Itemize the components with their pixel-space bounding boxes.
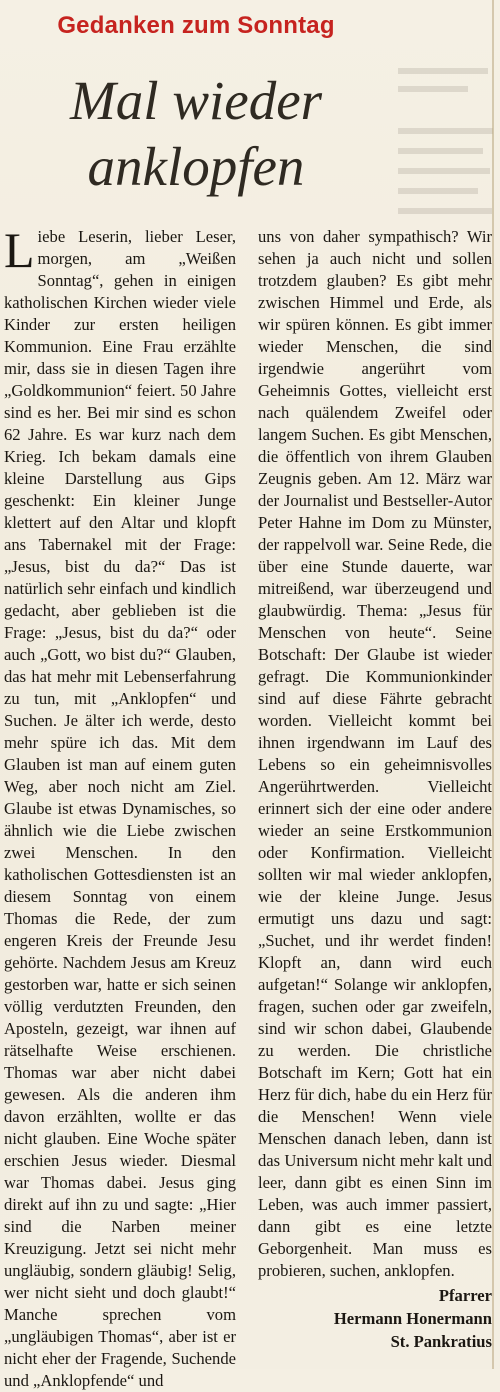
adjacent-article-fragment <box>392 8 500 238</box>
article-headline: Mal wieder anklopfen <box>69 70 323 197</box>
article-kicker: Gedanken zum Sonntag <box>57 12 335 39</box>
author-signature <box>258 1284 492 1353</box>
author-parish: St. Pankratius <box>390 1332 492 1351</box>
author-name: Hermann Honermann <box>333 1309 492 1328</box>
article-column-left <box>4 222 236 1392</box>
article-body-right: uns von daher sympathisch? Wir sehen ja auch nicht und sollen trotzdem glauben? Es gibt mehr zwischen Himmel und Erde, als wir spüren können. Es gibt immer wieder Menschen, die sind irgendwie angerührt vom Geheimnis Gottes, vielleicht erst nach quälendem Zweifel oder langem Suchen. Es gibt Menschen, die öffentlich von ihrem Glauben Zeugnis geben. Am 12. März war der Journalist und Bestseller-Autor Peter Hahne im Dom zu Münster, der rappelvoll war. Seine Rede, die über eine Stunde dauerte, war mitreißend, war überzeugend und glaubwürdig. Thema: „Jesus für Menschen von heute“. Seine Botschaft: Der Glaube ist wieder gefragt. Die Kommunionkinder sind auf diese Fährte gebracht worden. Vielleicht kommt bei ihnen irgendwann im Lauf des Lebens so ein geheimnisvolles Angerührtwerden. Vielleicht erinnert sich der eine oder andere wieder an seine Erstkommunion oder Konfirmation. Vielleicht sollten wir mal wieder anklopfen, wie der kleine Junge. Jesus ermutigt uns dazu und sagt: „Suchet, und ihr werdet finden! Klopft an, dann wird euch aufgetan!“ Solange wir anklopfen, fragen, suchen oder gar zweifeln, sind wir schon dabei, Glaubende zu werden. Die christliche Botschaft im Kern; Gott hat ein Herz für dich, habe du ein Herz für die Menschen! Wenn viele Menschen danach leben, dann ist das Universum nicht mehr kalt und leer, dann gibt es einen Sinn im Leben, was auch immer passiert, dann gibt es eine letzte Geborgenheit. Man muss es probieren, suchen, anklopfen. <box>258 227 492 1280</box>
drop-cap: L <box>4 222 35 278</box>
column-rule <box>492 0 494 1369</box>
article-body-left: iebe Leserin, lieber Leser, morgen, am „Weißen Sonntag“, gehen in einigen katholischen Kirchen wieder viele Kinder zur ersten heiligen Kommunion. Eine Frau erzählte mir, dass sie in diesen Tagen ihre „Goldkommunion“ feiert. 50 Jahre sind es her. Bei mir sind es schon 62 Jahre. Es war kurz nach dem Krieg. Ich bekam damals eine kleine Darstellung aus Gips geschenkt: Ein kleiner Junge klettert auf den Altar und klopft ans Tabernakel mit der Frage: „Jesus, bist du da?“ Das ist natürlich sehr einfach und kindlich gedacht, aber geblieben ist die Frage: „Jesus, bist du da?“ oder auch „Gott, wo bist du?“ Glauben, das hat mehr mit Lebenserfahrung zu tun, mit „Anklopfen“ und Suchen. Je älter ich werde, desto mehr spüre ich das. Mit dem Glauben ist man auf einem guten Weg, aber noch nicht am Ziel. Glaube ist etwas Dynamisches, so ähnlich wie die Liebe zwischen zwei Menschen. In den katholischen Gottesdiensten ist an diesem Sonntag von einem Thomas die Rede, der zum engeren Kreis der Freunde Jesu gehörte. Nachdem Jesus am Kreuz gestorben war, hatte er sich seinen völlig verdutzten Freunden, den Aposteln, gezeigt, war ihnen auf rätselhafte Weise erschienen. Thomas war aber nicht dabei gewesen. Als die anderen ihm davon erzählten, wollte er das nicht glauben. Eine Woche später erschien Jesus wieder. Diesmal war Thomas dabei. Jesus ging direkt auf ihn zu und sagte: „Hier sind die Narben meiner Kreuzigung. Jetzt sei nicht mehr ungläubig, sondern gläubig! Selig, wer nicht sieht und doch glaubt!“ Manche sprechen vom „ungläubigen Thomas“, aber ist er nicht eher der Fragende, Suchende und „Anklopfende“ und <box>4 227 236 1390</box>
author-title: Pfarrer <box>438 1286 492 1305</box>
article-column-right <box>258 226 492 1282</box>
